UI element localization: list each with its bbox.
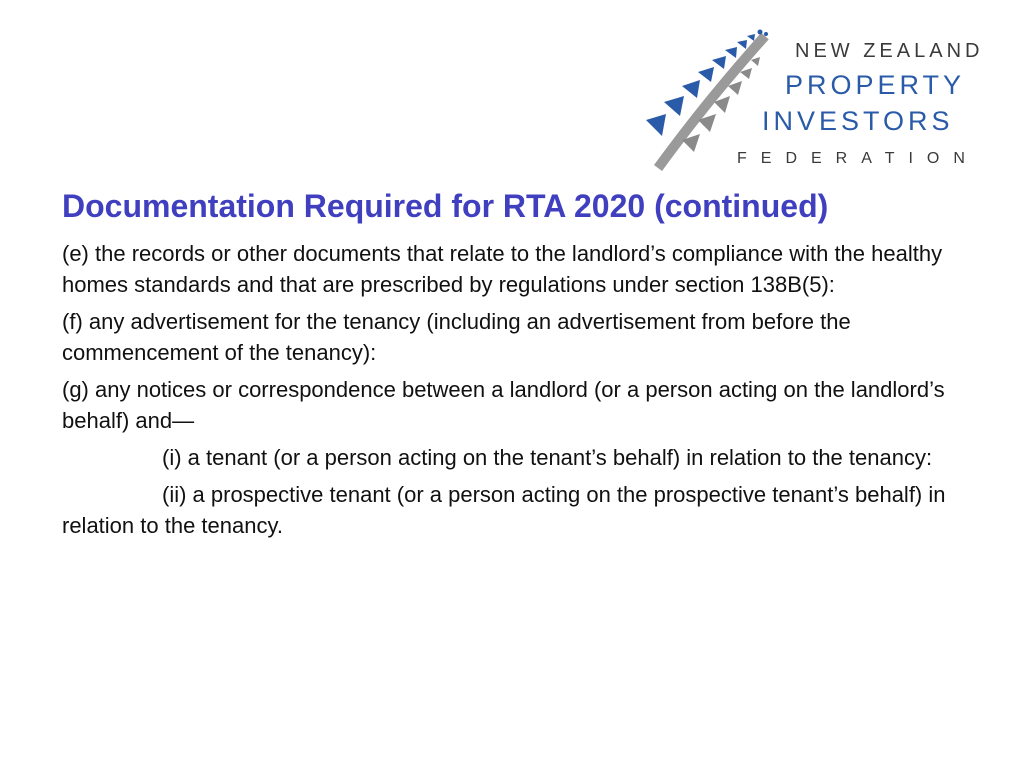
paragraph-g-i-text: (i) a tenant (or a person acting on the tenant’s behalf) in relation to the tenancy: <box>162 445 933 470</box>
logo-text-federation: FEDERATION <box>737 150 979 167</box>
paragraph-g-i <box>62 442 962 473</box>
paragraph-g-ii-text: (ii) a prospective tenant (or a person acting on the prospective tenant’s behalf) in relation to the tenancy. <box>62 482 946 538</box>
nzpif-logo <box>640 28 984 178</box>
logo-text-new-zealand: NEW ZEALAND <box>795 40 984 62</box>
paragraph-g-ii <box>62 479 962 541</box>
paragraph-e: (e) the records or other documents that relate to the landlord’s compliance with the healthy homes standards and that are prescribed by regulations under section 138B(5): <box>62 241 943 297</box>
logo-text-investors: INVESTORS <box>762 106 954 136</box>
page-title: Documentation Required for RTA 2020 (continued) <box>62 188 829 224</box>
slide-body <box>62 238 962 547</box>
paragraph-f: (f) any advertisement for the tenancy (including an advertisement from before the commencement of the tenancy): <box>62 309 851 365</box>
logo-text-property: PROPERTY <box>785 70 966 100</box>
paragraph-g: (g) any notices or correspondence between a landlord (or a person acting on the landlord’s behalf) and— <box>62 377 945 433</box>
